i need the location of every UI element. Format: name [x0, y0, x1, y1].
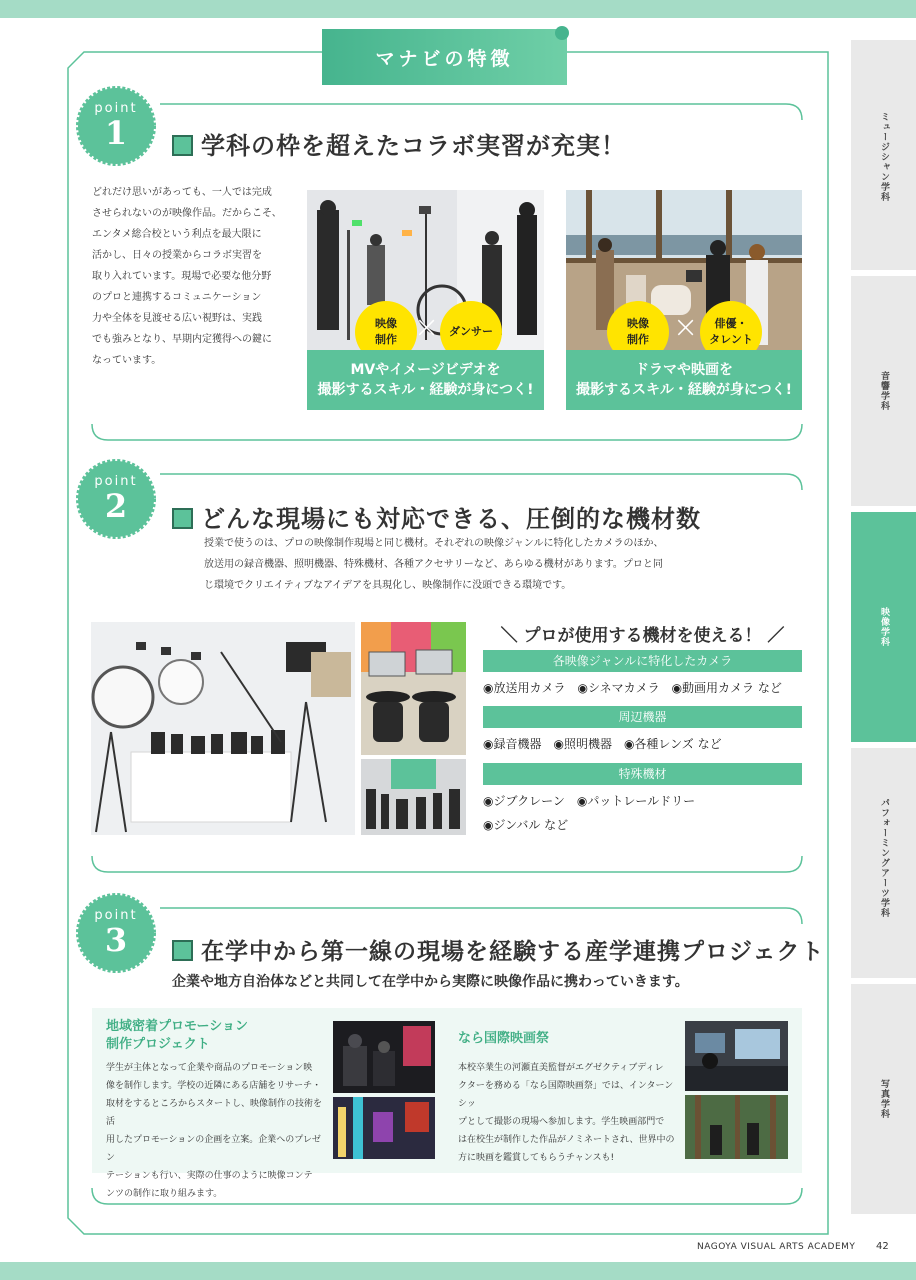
text-line: テーションも行い、実際の仕事のように映像コンテ: [106, 1171, 313, 1181]
caption-line: 撮影するスキル・経験が身につく!: [576, 382, 792, 398]
photo-illustration: [91, 622, 355, 835]
side-tab-label: パフォーミングアーツ学科: [879, 798, 889, 918]
text-line: じ環境でクリエイティブなアイデアを具現化し、映像制作に没頭できる環境です。: [204, 580, 572, 591]
collab-right-caption: [566, 350, 802, 410]
point-1-title: [172, 126, 626, 161]
text-line: 取り入れています。現場で必要な他分野: [92, 271, 272, 282]
point-3-title: [172, 933, 825, 966]
badge-word: point: [94, 908, 138, 923]
text-line: させられないのが映像作品。だからこそ、: [92, 208, 282, 219]
nara-festival-body: [458, 1059, 680, 1167]
tag-line: ダンサー: [448, 325, 494, 338]
tag-line: 制作: [375, 333, 397, 346]
text-line: クターを務める「なら国際映画祭」では、インターンシッ: [458, 1081, 674, 1109]
text-line: のプロと連携するコミュニケーション: [92, 292, 262, 303]
equipment-line: ◉録音機器 ◉照明機器 ◉各種レンズ など: [483, 737, 722, 751]
equipment-display-photo: [91, 622, 355, 835]
side-tab-label: 写真学科: [879, 1079, 889, 1119]
point-2-body: [204, 533, 804, 596]
times-icon: ×: [673, 310, 699, 345]
text-line: プとして撮影の現場へ参加します。学生映画部門で: [458, 1117, 665, 1127]
footer-school-name: NAGOYA VISUAL ARTS ACADEMY: [697, 1242, 856, 1252]
equipment-group-items: [483, 676, 782, 700]
caption-line: MVやイメージビデオを: [350, 362, 501, 378]
city-signs-photo: [333, 1097, 435, 1159]
camera-photo: [361, 622, 466, 755]
equipment-group-head: 周辺機器: [483, 706, 802, 728]
tag-line: 俳優・: [714, 317, 748, 330]
forest-shoot-photo: [685, 1095, 788, 1159]
times-icon: ×: [414, 310, 440, 345]
text-line: どれだけ思いがあっても、一人では完成: [92, 187, 272, 198]
text-line: 本校卒業生の河瀬直美監督がエグゼクティブディレ: [458, 1063, 664, 1073]
photo-illustration: [361, 622, 466, 755]
photo-illustration: [685, 1095, 788, 1159]
heading-line: 地域密着プロモーション: [106, 1019, 248, 1034]
side-tab-musician[interactable]: [851, 40, 916, 270]
nara-festival-heading: [458, 1030, 549, 1048]
point-2-title: [172, 499, 701, 534]
side-tab-label: 音響学科: [879, 371, 889, 411]
badge-number: 2: [104, 487, 128, 525]
side-tab-photo[interactable]: [851, 984, 916, 1214]
page-heading-text: マナビの特徴: [375, 47, 514, 70]
equipment-title: ＼ プロが使用する機材を使える！ ／: [500, 626, 785, 646]
equipment-line: ◉放送用カメラ ◉シネマカメラ ◉動画用カメラ など: [483, 681, 782, 695]
editing-room-photo: [685, 1021, 788, 1091]
text-line: でも強みとなり、早期内定獲得への鍵に: [92, 334, 272, 345]
shoot-night-photo: [333, 1021, 435, 1093]
photo-illustration: [361, 759, 466, 835]
point-3-badge: [76, 893, 156, 973]
badge-word: point: [94, 474, 138, 489]
regional-project-heading: [106, 1018, 248, 1054]
equipment-group-head: 各映像ジャンルに特化したカメラ: [483, 650, 802, 672]
side-tab-video[interactable]: [851, 512, 916, 742]
square-bullet-icon: [172, 508, 193, 529]
equipment-group-items: [483, 789, 695, 837]
side-tab-label: 映像学科: [879, 607, 889, 647]
text-line: は在校生が制作した作品がノミネートされ、世界中の: [458, 1135, 675, 1145]
tag-line: 映像: [627, 317, 649, 330]
point-3-lead: 企業や地方自治体などと共同して在学中から実際に映像作品に携わっていきます。: [172, 974, 689, 990]
text-line: 像を制作します。学校の近隣にある店舗をリサーチ・: [106, 1081, 322, 1091]
side-tab-label: ミュージシャン学科: [879, 112, 889, 202]
tag-line: 映像: [375, 317, 397, 330]
photo-illustration: [333, 1021, 435, 1093]
heading-line: なら国際映画祭: [458, 1031, 550, 1046]
text-line: 取材をするところからスタートし、映像制作の技術を活: [106, 1099, 323, 1127]
text-line: 用したプロモーションの企画を立案。企業へのプレゼン: [106, 1135, 321, 1163]
equipment-group-head: 特殊機材: [483, 763, 802, 785]
photo-illustration: [685, 1021, 788, 1091]
text-line: 力や全体を見渡せる広い視野は、実践: [92, 313, 262, 324]
square-bullet-icon: [172, 940, 193, 961]
page-number: 42: [876, 1241, 889, 1252]
text-line: エンタメ総合校という利点を最大限に: [92, 229, 262, 240]
heading-line: 制作プロジェクト: [106, 1037, 210, 1052]
badge-word: point: [94, 101, 138, 116]
side-tab-performing-arts[interactable]: [851, 748, 916, 978]
point-2-title-text: どんな現場にも対応できる、圧倒的な機材数: [201, 505, 701, 533]
collab-left-caption: [307, 350, 544, 410]
text-line: なっています。: [92, 355, 162, 366]
tag-line: 制作: [627, 333, 649, 346]
square-bullet-icon: [172, 135, 193, 156]
heading-dot: [555, 26, 569, 40]
side-tab-sound[interactable]: [851, 276, 916, 506]
regional-project-body: [106, 1059, 328, 1203]
photo-illustration: [333, 1097, 435, 1159]
text-line: 放送用の録音機器、照明機器、特殊機材、各種アクセサリーなど、あらゆる機材があります。プロと同: [204, 559, 663, 570]
caption-line: 撮影するスキル・経験が身につく!: [317, 382, 534, 398]
text-line: 活かし、日々の授業からコラボ実習を: [92, 250, 262, 261]
point-1-body: [92, 182, 292, 371]
text-line: 方に映画を鑑賞してもらうチャンスも!: [458, 1153, 615, 1163]
point-3-title-text: 在学中から第一線の現場を経験する産学連携プロジェクト: [201, 939, 825, 965]
badge-number: 1: [104, 114, 128, 152]
top-band: [0, 0, 916, 18]
equipment-group-items: [483, 732, 722, 756]
text-line: 学生が主体となって企業や商品のプロモーション映: [106, 1063, 313, 1073]
equipment-room-photo: [361, 759, 466, 835]
caption-line: ドラマや映画を: [635, 362, 733, 378]
page-heading: [322, 29, 567, 85]
bottom-band: [0, 1262, 916, 1280]
text-line: ンツの制作に取り組みます。: [106, 1189, 223, 1199]
equipment-line: ◉ジブクレーン ◉パットレールドリー: [483, 794, 696, 808]
text-line: 授業で使うのは、プロの映像制作現場と同じ機材。それぞれの映像ジャンルに特化したカメラのほか、: [204, 538, 664, 549]
point-1-title-text: 学科の枠を超えたコラボ実習が充実！: [201, 132, 626, 160]
tag-line: タレント: [709, 333, 753, 346]
point-2-badge: [76, 459, 156, 539]
equipment-line: ◉ジンバル など: [483, 818, 569, 832]
point-1-badge: [76, 86, 156, 166]
badge-number: 3: [104, 921, 128, 959]
